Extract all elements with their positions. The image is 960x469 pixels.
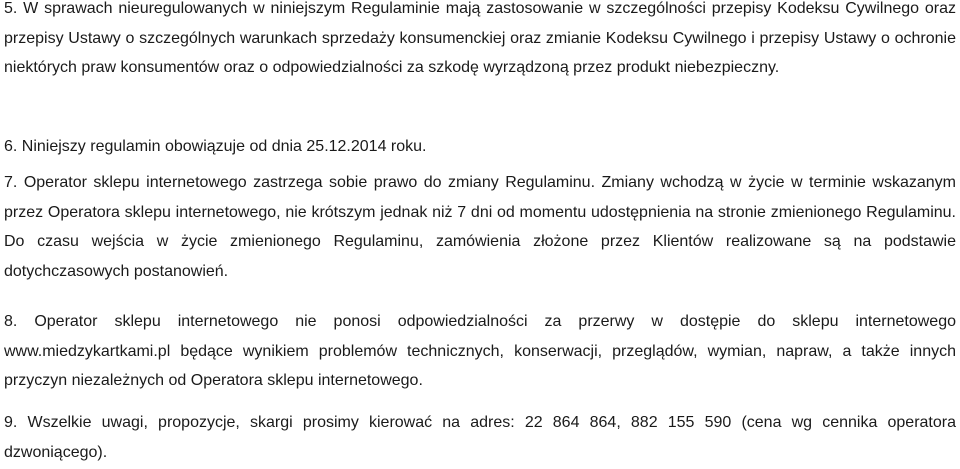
paragraph-6: 6. Niniejszy regulamin obowiązuje od dnia 25.12.2014 roku. <box>4 138 427 155</box>
paragraph-8: 8. Operator sklepu internetowego nie ponosi odpowiedzialności za przerwy w dostępie do sklepu internetowego www.miedzykartkami.pl będące wynikiem problemów technicznych, konserwacji, przeglądów, wymian, napraw, a także innych przyczyn niezależnych od Operatora sklepu internetowego. <box>4 313 956 390</box>
paragraph-7: 7. Operator sklepu internetowego zastrzega sobie prawo do zmiany Regulaminu. Zmiany wchodzą w życie w terminie wskazanym przez Operatora sklepu internetowego, nie krótszym jednak niż 7 dni od momentu udostępnienia na stronie zmienionego Regulaminu. Do czasu wejścia w życie zmienionego Regulaminu, zamówienia złożone przez Klientów realizowane są na podstawie dotychczasowych postanowień. <box>4 174 956 280</box>
paragraph-9: 9. Wszelkie uwagi, propozycje, skargi prosimy kierować na adres: 22 864 864, 882 155 590 (cena wg cennika operatora dzwoniącego). <box>4 414 956 461</box>
paragraph-5: 5. W sprawach nieuregulowanych w niniejszym Regulaminie mają zastosowanie w szczególności przepisy Kodeksu Cywilnego oraz przepisy Ustawy o szczególnych warunkach sprzedaży konsumenckiej oraz zmianie Kodeksu Cywilnego i przepisy Ustawy o ochronie niektórych praw konsumentów oraz o odpowiedzialności za szkodę wyrządzoną przez produkt niebezpieczny. <box>4 0 956 77</box>
